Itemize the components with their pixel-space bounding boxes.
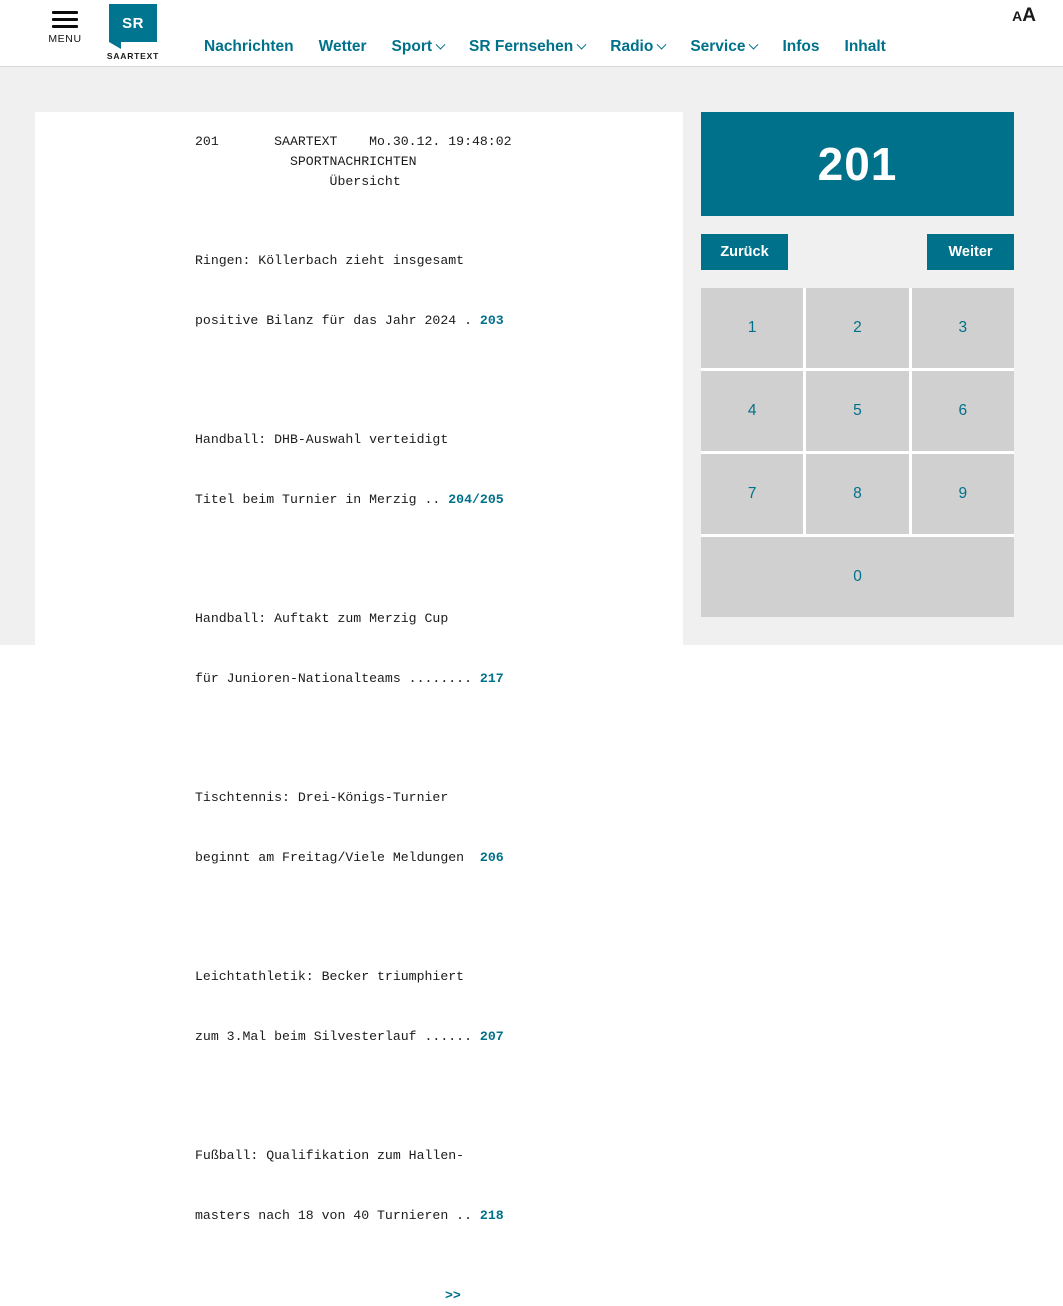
entry-page-link[interactable]: 207 <box>479 1029 504 1044</box>
nav-label-service: Service <box>690 38 746 55</box>
key-4[interactable]: 4 <box>701 371 803 451</box>
nav-label-inhalt: Inhalt <box>844 38 886 55</box>
sr-logo-caption: SAARTEXT <box>106 51 160 61</box>
next-page-link[interactable]: >> <box>445 1288 461 1303</box>
font-size-small-label: A <box>1012 8 1023 24</box>
key-3[interactable]: 3 <box>912 288 1014 368</box>
main-navigation <box>204 38 886 56</box>
key-8[interactable]: 8 <box>806 454 908 534</box>
entry-line-2: beginnt am Freitag/Viele Meldungen <box>195 850 480 865</box>
teletext-title: SPORTNACHRICHTEN <box>195 154 417 169</box>
chevron-down-icon <box>436 39 446 49</box>
teletext-panel <box>35 112 683 1303</box>
entry-line-2: für Junioren-Nationalteams ........ <box>195 671 480 686</box>
nav-label-nachrichten: Nachrichten <box>204 38 294 55</box>
numeric-keypad <box>701 288 1014 617</box>
nav-item-infos[interactable] <box>782 38 819 56</box>
hamburger-icon <box>52 11 78 28</box>
teletext-subtitle: Übersicht <box>195 174 401 189</box>
entry-line-1: Leichtathletik: Becker triumphiert <box>195 969 465 984</box>
key-0[interactable]: 0 <box>701 537 1014 617</box>
nav-label-sr-fernsehen: SR Fernsehen <box>469 38 574 55</box>
entry-line-1: Tischtennis: Drei-Königs-Turnier <box>195 790 449 805</box>
key-9[interactable]: 9 <box>912 454 1014 534</box>
nav-label-radio: Radio <box>610 38 654 55</box>
entry-line-2: positive Bilanz für das Jahr 2024 . <box>195 313 480 328</box>
nav-item-sport[interactable] <box>392 38 444 56</box>
page-body <box>0 67 1063 1303</box>
next-page-button[interactable]: Weiter <box>927 234 1014 270</box>
teletext-entry <box>195 569 683 729</box>
entry-line-2: Titel beim Turnier in Merzig .. <box>195 492 449 507</box>
key-5[interactable]: 5 <box>806 371 908 451</box>
entry-page-link[interactable]: 204/205 <box>448 492 504 507</box>
teletext-header-line: 201 SAARTEXT Mo.30.12. 19:48:02 <box>195 134 512 149</box>
entry-line-2: masters nach 18 von 40 Turnieren .. <box>195 1208 480 1223</box>
teletext-entry <box>195 927 683 1087</box>
teletext-entry <box>195 211 683 371</box>
teletext-entry <box>195 748 683 908</box>
entry-line-1: Fußball: Qualifikation zum Hallen- <box>195 1148 465 1163</box>
menu-button-label: MENU <box>48 33 82 45</box>
chevron-down-icon <box>657 39 667 49</box>
teletext-entry <box>195 1106 683 1266</box>
entry-page-link[interactable]: 217 <box>479 671 504 686</box>
font-size-toggle[interactable] <box>1012 6 1036 25</box>
key-6[interactable]: 6 <box>912 371 1014 451</box>
entry-line-1: Handball: Auftakt zum Merzig Cup <box>195 611 449 626</box>
site-header <box>0 0 1063 67</box>
entry-line-1: Ringen: Köllerbach zieht insgesamt <box>195 253 465 268</box>
key-7[interactable]: 7 <box>701 454 803 534</box>
chevron-down-icon <box>749 39 759 49</box>
menu-button[interactable] <box>34 11 96 45</box>
teletext-entry <box>195 390 683 550</box>
entry-page-link[interactable]: 218 <box>479 1208 504 1223</box>
current-page-display: 201 <box>701 112 1014 216</box>
nav-label-infos: Infos <box>782 38 820 55</box>
font-size-large-label: A <box>1022 5 1036 26</box>
sr-logo[interactable] <box>104 4 162 61</box>
prev-page-button[interactable]: Zurück <box>701 234 788 270</box>
entry-page-link[interactable]: 206 <box>479 850 504 865</box>
entry-page-link[interactable]: 203 <box>479 313 504 328</box>
nav-item-sr-fernsehen[interactable] <box>469 38 585 56</box>
key-1[interactable]: 1 <box>701 288 803 368</box>
nav-item-radio[interactable] <box>610 38 665 56</box>
nav-label-sport: Sport <box>391 38 433 55</box>
entry-line-1: Handball: DHB-Auswahl verteidigt <box>195 432 449 447</box>
entry-line-2: zum 3.Mal beim Silvesterlauf ...... <box>195 1029 480 1044</box>
nav-item-nachrichten[interactable] <box>204 38 294 56</box>
sr-logo-mark: SR <box>109 4 157 42</box>
nav-label-wetter: Wetter <box>318 38 367 55</box>
page-nav-buttons <box>701 234 1014 270</box>
teletext-controls <box>701 112 1014 645</box>
chevron-down-icon <box>577 39 587 49</box>
nav-item-wetter[interactable] <box>319 38 367 56</box>
nav-item-service[interactable] <box>690 38 757 56</box>
key-2[interactable]: 2 <box>806 288 908 368</box>
nav-item-inhalt[interactable] <box>845 38 886 56</box>
